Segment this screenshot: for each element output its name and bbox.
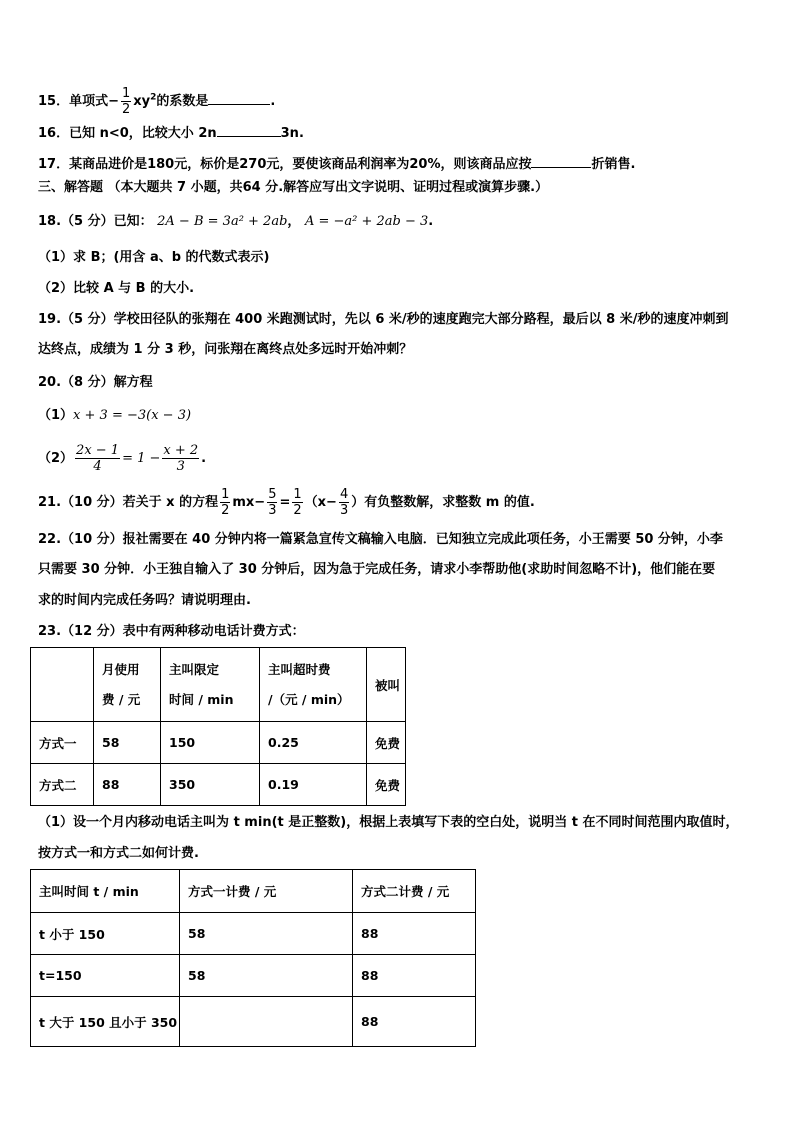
table-cell: 0.25 — [260, 722, 367, 764]
q17-end: 折销售. — [591, 157, 636, 172]
q22-line-3: 求的时间内完成任务吗？请说明理由. — [38, 593, 251, 608]
table-cell: 88 — [353, 997, 476, 1047]
q20-part-1-label: （1） — [38, 408, 74, 423]
q21-fraction-2: $\frac{5}{3}$ — [268, 487, 277, 518]
header-plan-2-fee: 方式二计费 / 元 — [353, 870, 476, 913]
table-cell: t 大于 150 且小于 350 — [31, 997, 180, 1047]
table-row — [31, 955, 476, 997]
table-cell: 方式一 — [31, 722, 94, 764]
table-cell: 58 — [180, 955, 353, 997]
table-cell: 0.19 — [260, 764, 367, 806]
table-row — [31, 764, 406, 806]
q21-text-b: mx− — [232, 495, 266, 510]
question-16 — [38, 122, 304, 144]
q22-line-2: 只需要 30 分钟．小王独自输入了 30 分钟后，因为急于完成任务，请求小李帮助他(求助时间忽略不计)，他们能在要 — [38, 562, 716, 577]
question-15 — [38, 86, 275, 117]
q15-exponent: 2 — [150, 92, 157, 103]
table-cell: 免费 — [367, 722, 406, 764]
header-called: 被叫 — [367, 648, 406, 722]
q18-part-2: （2）比较 A 与 B 的大小. — [38, 281, 195, 296]
q19-line-2: 达终点，成绩为 1 分 3 秒，问张翔在离终点处多远时开始冲刺？ — [38, 342, 413, 357]
q18-equation-1: 2A − B = 3a² + 2ab — [157, 214, 288, 229]
q23-title: 23.（12 分）表中有两种移动电话计费方式： — [38, 624, 305, 639]
q15-answer-blank[interactable] — [208, 90, 270, 105]
q17-answer-blank[interactable] — [531, 153, 591, 168]
table-cell: 350 — [161, 764, 260, 806]
q21-text-d: （x− — [304, 495, 337, 510]
header-call-time: 主叫时间 t / min — [31, 870, 180, 913]
q20-part-2 — [38, 440, 206, 478]
table-cell: 88 — [94, 764, 161, 806]
q21-text-a: 21.（10 分）若关于 x 的方程 — [38, 495, 219, 510]
q21-fraction-1: $\frac{1}{2}$ — [221, 487, 230, 518]
q23-part-1-line-1: （1）设一个月内移动电话主叫为 t min(t 是正整数)，根据上表填写下表的空白处，说明当 t 在不同时间范围内取值时， — [38, 815, 739, 830]
question-21 — [38, 484, 535, 522]
q22-line-1: 22.（10 分）报社需要在 40 分钟内将一篇紧急宣传文稿输入电脑．已知独立完成此项任务，小王需要 50 分钟，小李 — [38, 532, 723, 547]
table-cell: 58 — [180, 913, 353, 955]
q20-part-2-end: . — [201, 451, 207, 466]
q15-term: xy — [133, 94, 151, 109]
table-cell: 58 — [94, 722, 161, 764]
table-header-row — [31, 648, 406, 722]
table-cell: 免费 — [367, 764, 406, 806]
table-cell: t 小于 150 — [31, 913, 180, 955]
header-call-time-limit: 主叫限定 时间 / min — [161, 648, 260, 722]
table-cell: 88 — [353, 955, 476, 997]
q21-fraction-3: $\frac{1}{2}$ — [293, 487, 302, 518]
q18-end: . — [428, 214, 434, 229]
billing-plans-table — [30, 647, 406, 806]
table-cell: 88 — [353, 913, 476, 955]
q18-equation-2: A = −a² + 2ab − 3 — [304, 214, 429, 229]
q20-title: 20.（8 分）解方程 — [38, 375, 153, 390]
q20-part-1 — [38, 406, 191, 426]
q15-fraction: $\frac{1}{2}$ — [121, 86, 131, 117]
table-row — [31, 997, 476, 1047]
q19-line-1: 19.（5 分）学校田径队的张翔在 400 米跑测试时，先以 6 米/秒的速度跑完大部分路程，最后以 8 米/秒的速度冲刺到 — [38, 312, 729, 327]
table-header-row — [31, 870, 476, 913]
q20-fraction-2: $\frac{x + 2}{3}$ — [163, 443, 199, 474]
q20-part-2-label: （2） — [38, 451, 74, 466]
header-plan-1-fee: 方式一计费 / 元 — [180, 870, 353, 913]
table-row — [31, 722, 406, 764]
q21-equals: = — [279, 495, 291, 510]
header-monthly-fee: 月使用 费 / 元 — [94, 648, 161, 722]
q20-middle: = 1 − — [122, 451, 161, 466]
q15-prefix: 15．单项式− — [38, 94, 119, 109]
table-cell: t=150 — [31, 955, 180, 997]
q15-end: . — [270, 94, 276, 109]
table-cell: 方式二 — [31, 764, 94, 806]
q20-part-1-equation: x + 3 = −3(x − 3) — [73, 408, 192, 423]
table-cell: 150 — [161, 722, 260, 764]
table-row — [31, 913, 476, 955]
q17-text: 17．某商品进价是180元，标价是270元，要使该商品利润率为20%，则该商品应按 — [38, 157, 532, 172]
q15-suffix: 的系数是 — [156, 94, 209, 109]
billing-fill-table — [30, 869, 476, 1047]
answer-blank-cell[interactable] — [180, 997, 353, 1047]
q18-label: 18.（5 分）已知： — [38, 214, 153, 229]
header-overtime-fee: 主叫超时费 /（元 / min） — [260, 648, 367, 722]
section-3-heading: 三、解答题 （本大题共 7 小题，共64 分.解答应写出文字说明、证明过程或演算步骤.） — [38, 180, 549, 195]
q18-part-1: （1）求 B；(用含 a、b 的代数式表示) — [38, 250, 270, 265]
q20-fraction-1: $\frac{2x - 1}{4}$ — [76, 443, 120, 474]
q16-answer-blank[interactable] — [217, 122, 281, 137]
question-17 — [38, 153, 635, 175]
table-corner-cell — [31, 648, 94, 722]
q16-end: 3n. — [280, 126, 304, 141]
q23-part-1-line-2: 按方式一和方式二如何计费. — [38, 846, 199, 861]
q16-text: 16．已知 n<0，比较大小 2n — [38, 126, 217, 141]
q21-text-e: ）有负整数解，求整数 m 的值. — [351, 495, 535, 510]
question-18: 18.（5 分）已知： 2A − B = 3a² + 2ab， A = −a² + 2ab − 3. — [38, 214, 434, 229]
q21-fraction-4: $\frac{4}{3}$ — [339, 487, 349, 518]
